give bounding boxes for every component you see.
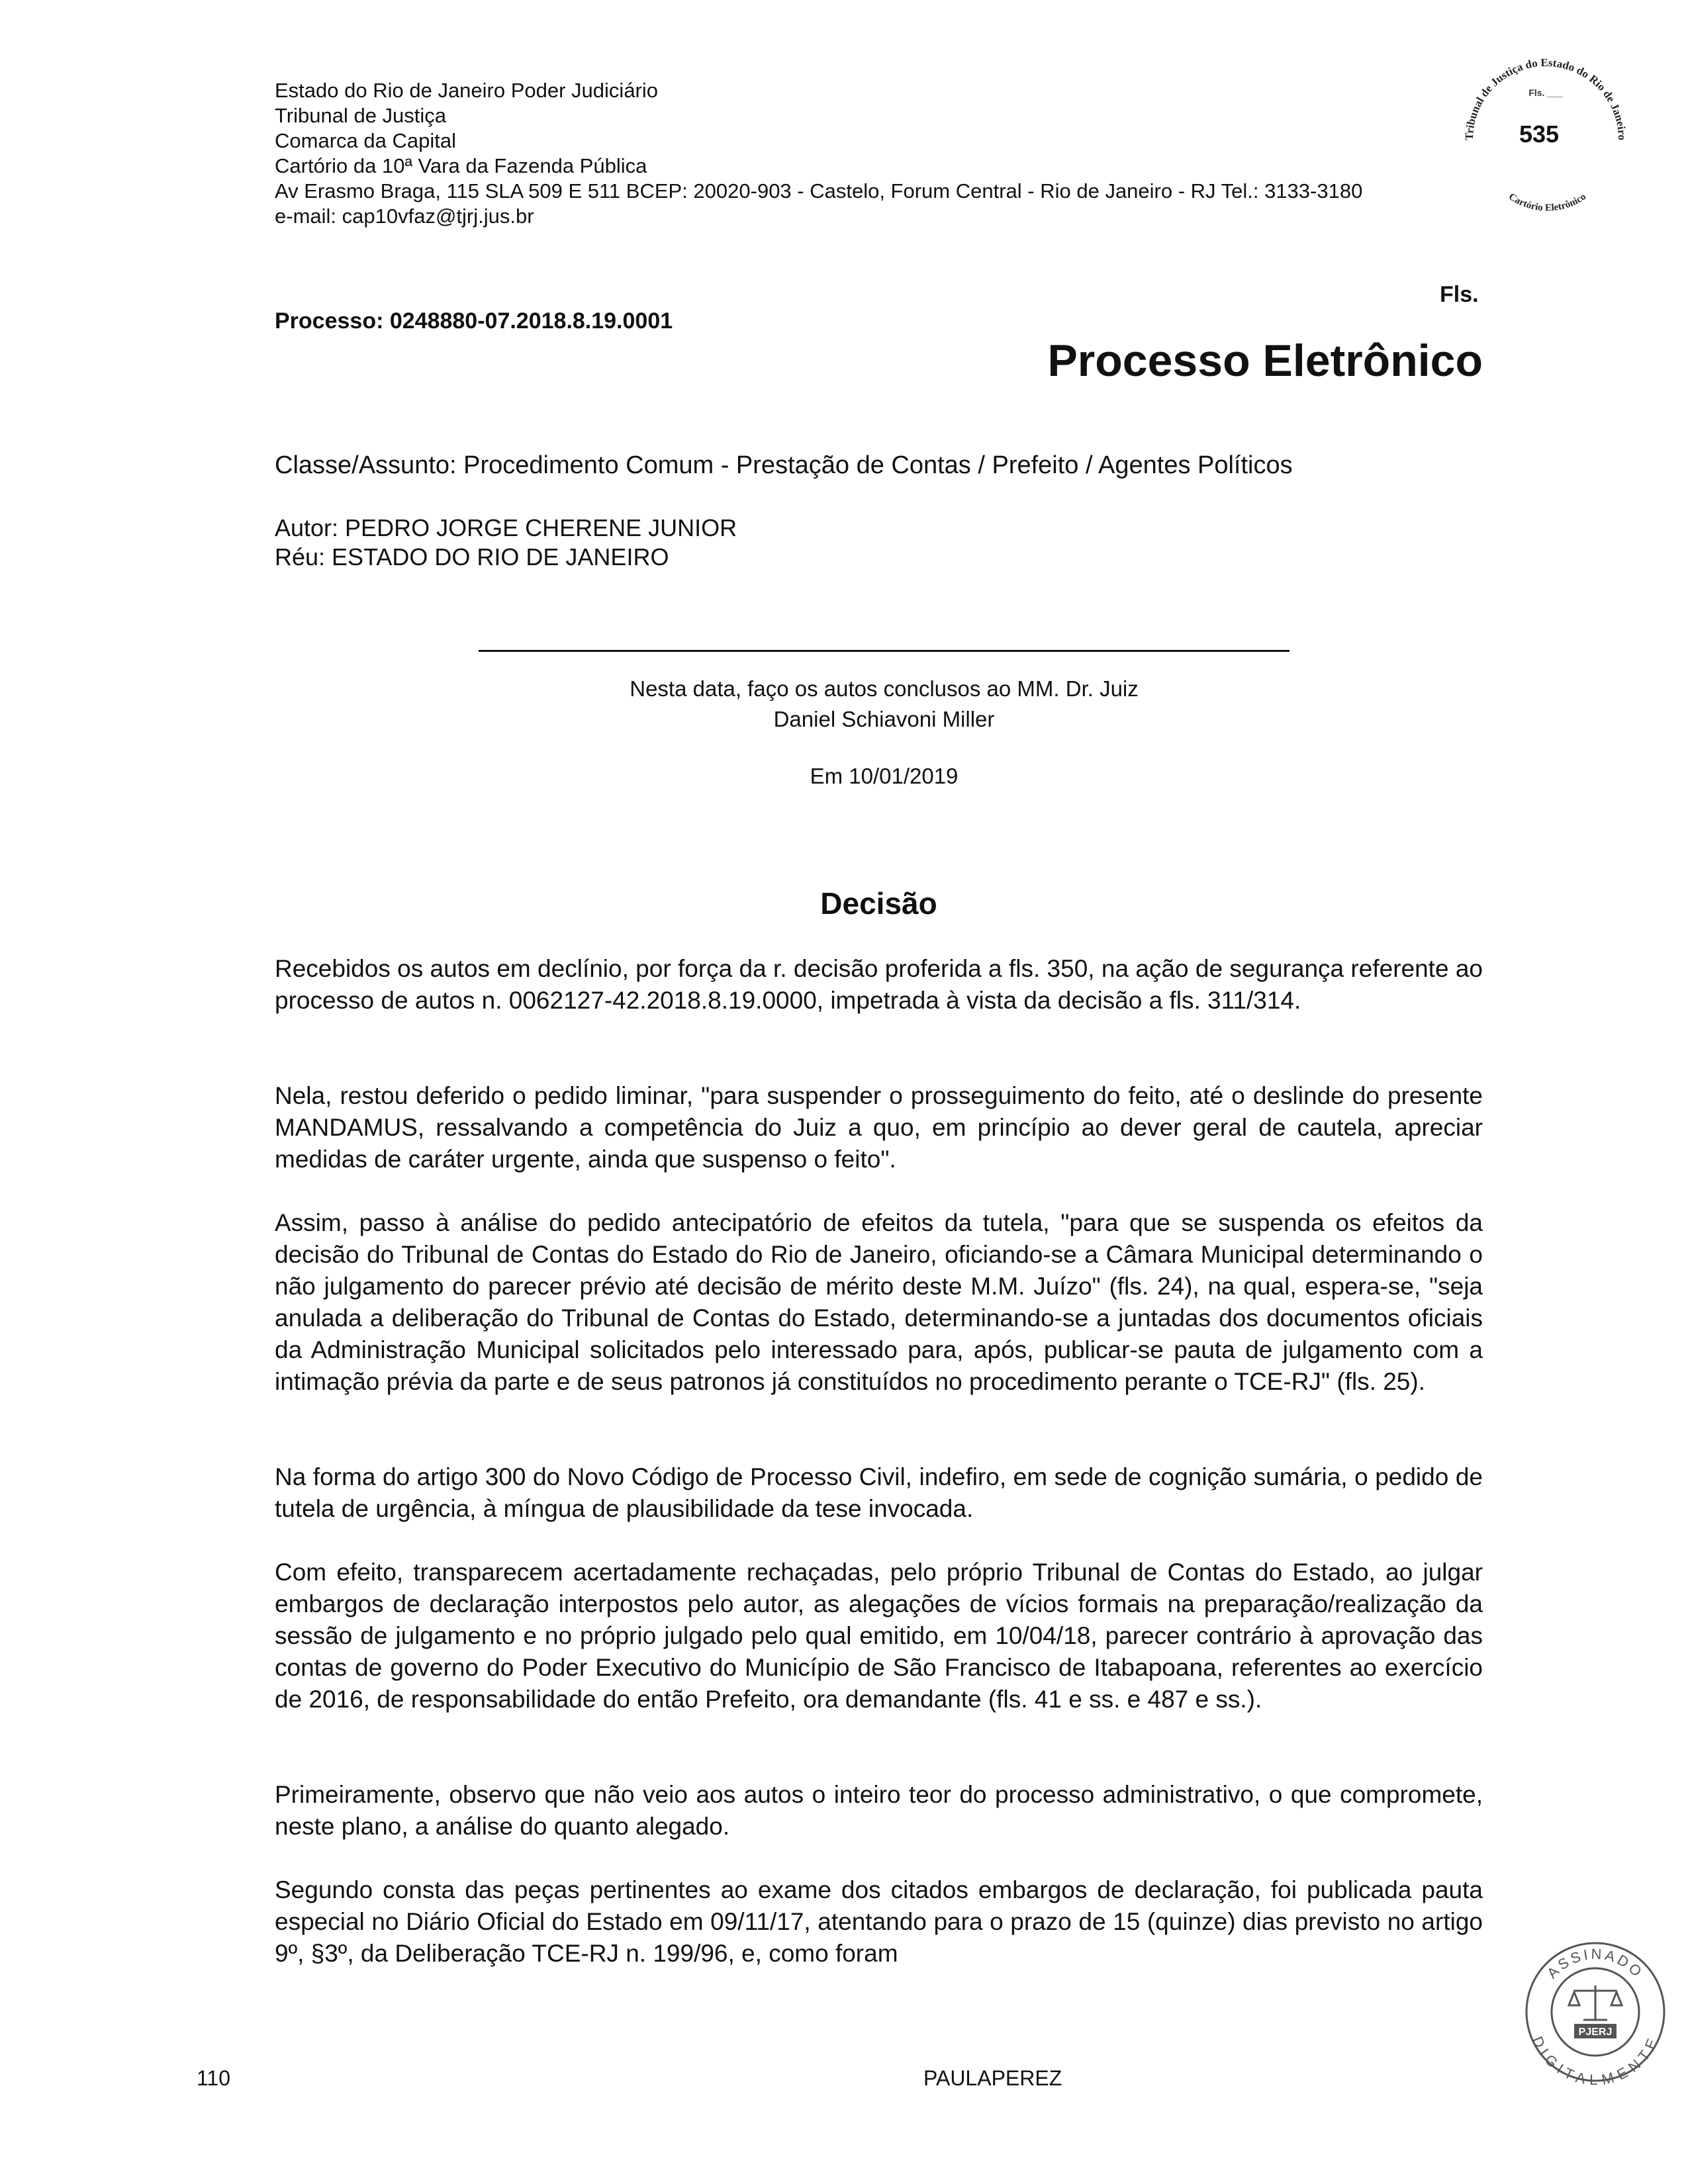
paragraph: Nela, restou deferido o pedido liminar, "para suspender o prosseguimento do feito, até o deslinde do presente MANDAMUS, ressalvando a competência do Juiz a quo, em princípio ao dever geral de cautela, apreciar medidas de caráter urgente, ainda que suspenso o feito". [275,1082,1483,1173]
header-line: Estado do Rio de Janeiro Poder Judiciário [275,79,659,102]
conclusao-date: Em 10/01/2019 [810,764,959,788]
decisao-title: Decisão [820,886,937,921]
header-line: e-mail: cap10vfaz@tjrj.jus.br [275,205,534,228]
paragraph: Na forma do artigo 300 do Novo Código de Processo Civil, indefiro, em sede de cognição sumária, o pedido de tutela de urgência, à míngua de plausibilidade da tese invocada. [275,1463,1483,1522]
stamp-arc-bottom: Cartório Eletrônico [1507,191,1588,214]
stamp-small-text: Fls. ___ [1528,87,1563,98]
digital-signature-seal [1523,1939,1668,2085]
paragraph: Recebidos os autos em declínio, por força da r. decisão proferida a fls. 350, na ação de segurança referente ao processo de autos n. 0062127-42.2018.8.19.0000, impetrada à vista da decisão a fls. 311/314. [275,955,1483,1014]
svg-text:DIGITALMENTE [1529,2034,1662,2085]
classe-assunto: Classe/Assunto: Procedimento Comum - Prestação de Contas / Prefeito / Agentes Políticos [275,451,1293,479]
header-line: Av Erasmo Braga, 115 SLA 509 E 511 BCEP: 20020-903 - Castelo, Forum Central - Rio de Janeiro - RJ Tel.: 3133-3180 [275,179,1363,203]
fls-label: Fls. [1440,282,1479,307]
paragraph: Com efeito, transparecem acertadamente rechaçadas, pelo próprio Tribunal de Contas do Estado, ao julgar embargos de declaração interpostos pelo autor, as alegações de vícios formais na preparação/realização da sessão de julgamento e no próprio julgado pelo qual emitido, em 10/04/18, parecer contrário à aprovação das contas de governo do Poder Executivo do Município de São Francisco de Itabapoana, referentes ao exercício de 2016, de responsabilidade do então Prefeito, ora demandante (fls. 41 e ss. e 487 e ss.). [275,1559,1483,1713]
stamp-page-number: 535 [1519,120,1560,148]
processo-eletronico-title: Processo Eletrônico [1047,336,1483,386]
header-line: Tribunal de Justiça [275,104,447,127]
divider [479,650,1289,652]
seal-text-bottom: DIGITALMENTE [1528,2034,1662,2085]
paragraph: Primeiramente, observo que não veio aos autos o inteiro teor do processo administrativo, o que compromete, neste plano, a análise do quanto alegado. [275,1781,1483,1840]
parties [275,514,737,572]
conclusao-judge: Daniel Schiavoni Miller [773,707,995,731]
footer-user: PAULAPEREZ [923,2066,1062,2090]
paragraph: Assim, passo à análise do pedido antecipatório de efeitos da tutela, "para que se suspenda os efeitos da decisão do Tribunal de Contas do Estado do Rio de Janeiro, oficiando-se a Câmara Municipal determinando o não julgamento do parecer prévio até decisão de mérito deste M.M. Juízo" (fls. 24), na qual, espera-se, "seja anulada a deliberação do Tribunal de Contas do Estado, determinando-se a juntadas dos documentos oficiais da Administração Municipal solicitados pelo interessado para, após, publicar-se pauta de julgamento com a intimação prévia da parte e de seus patronos já constituídos no procedimento perante o TCE-RJ" (fls. 25). [275,1209,1483,1395]
svg-text:Cartório Eletrônico [1507,191,1588,213]
stamp-arc-top: Tribunal de Justiça do Estado do Rio de Janeiro [1462,56,1629,141]
autor: Autor: PEDRO JORGE CHERENE JUNIOR [275,514,737,541]
header-line: Cartório da 10ª Vara da Fazenda Pública [275,154,647,177]
scales-of-justice-icon [1569,1985,1622,2020]
court-header [275,78,1362,229]
header-line: Comarca da Capital [275,129,456,152]
seal-text-top: ASSINADO [1544,1945,1647,1982]
process-number: Processo: 0248880-07.2018.8.19.0001 [275,308,673,334]
conclusao-line1: Nesta data, faço os autos conclusos ao MM. Dr. Juiz [630,676,1139,701]
seal-center-text: PJERJ [1578,2026,1613,2038]
paragraph: Segundo consta das peças pertinentes ao exame dos citados embargos de declaração, foi publicada pauta especial no Diário Oficial do Estado em 09/11/17, atentando para o prazo de 15 (quinze) dias previsto no artigo 9º, §3º, da Deliberação TCE-RJ n. 199/96, e, como foram [275,1876,1483,1967]
page-number-stamp [1446,40,1645,238]
svg-text:ASSINADO [1544,1946,1647,1982]
reu: Réu: ESTADO DO RIO DE JANEIRO [275,543,669,570]
footer-page-ref: 110 [197,2066,231,2090]
